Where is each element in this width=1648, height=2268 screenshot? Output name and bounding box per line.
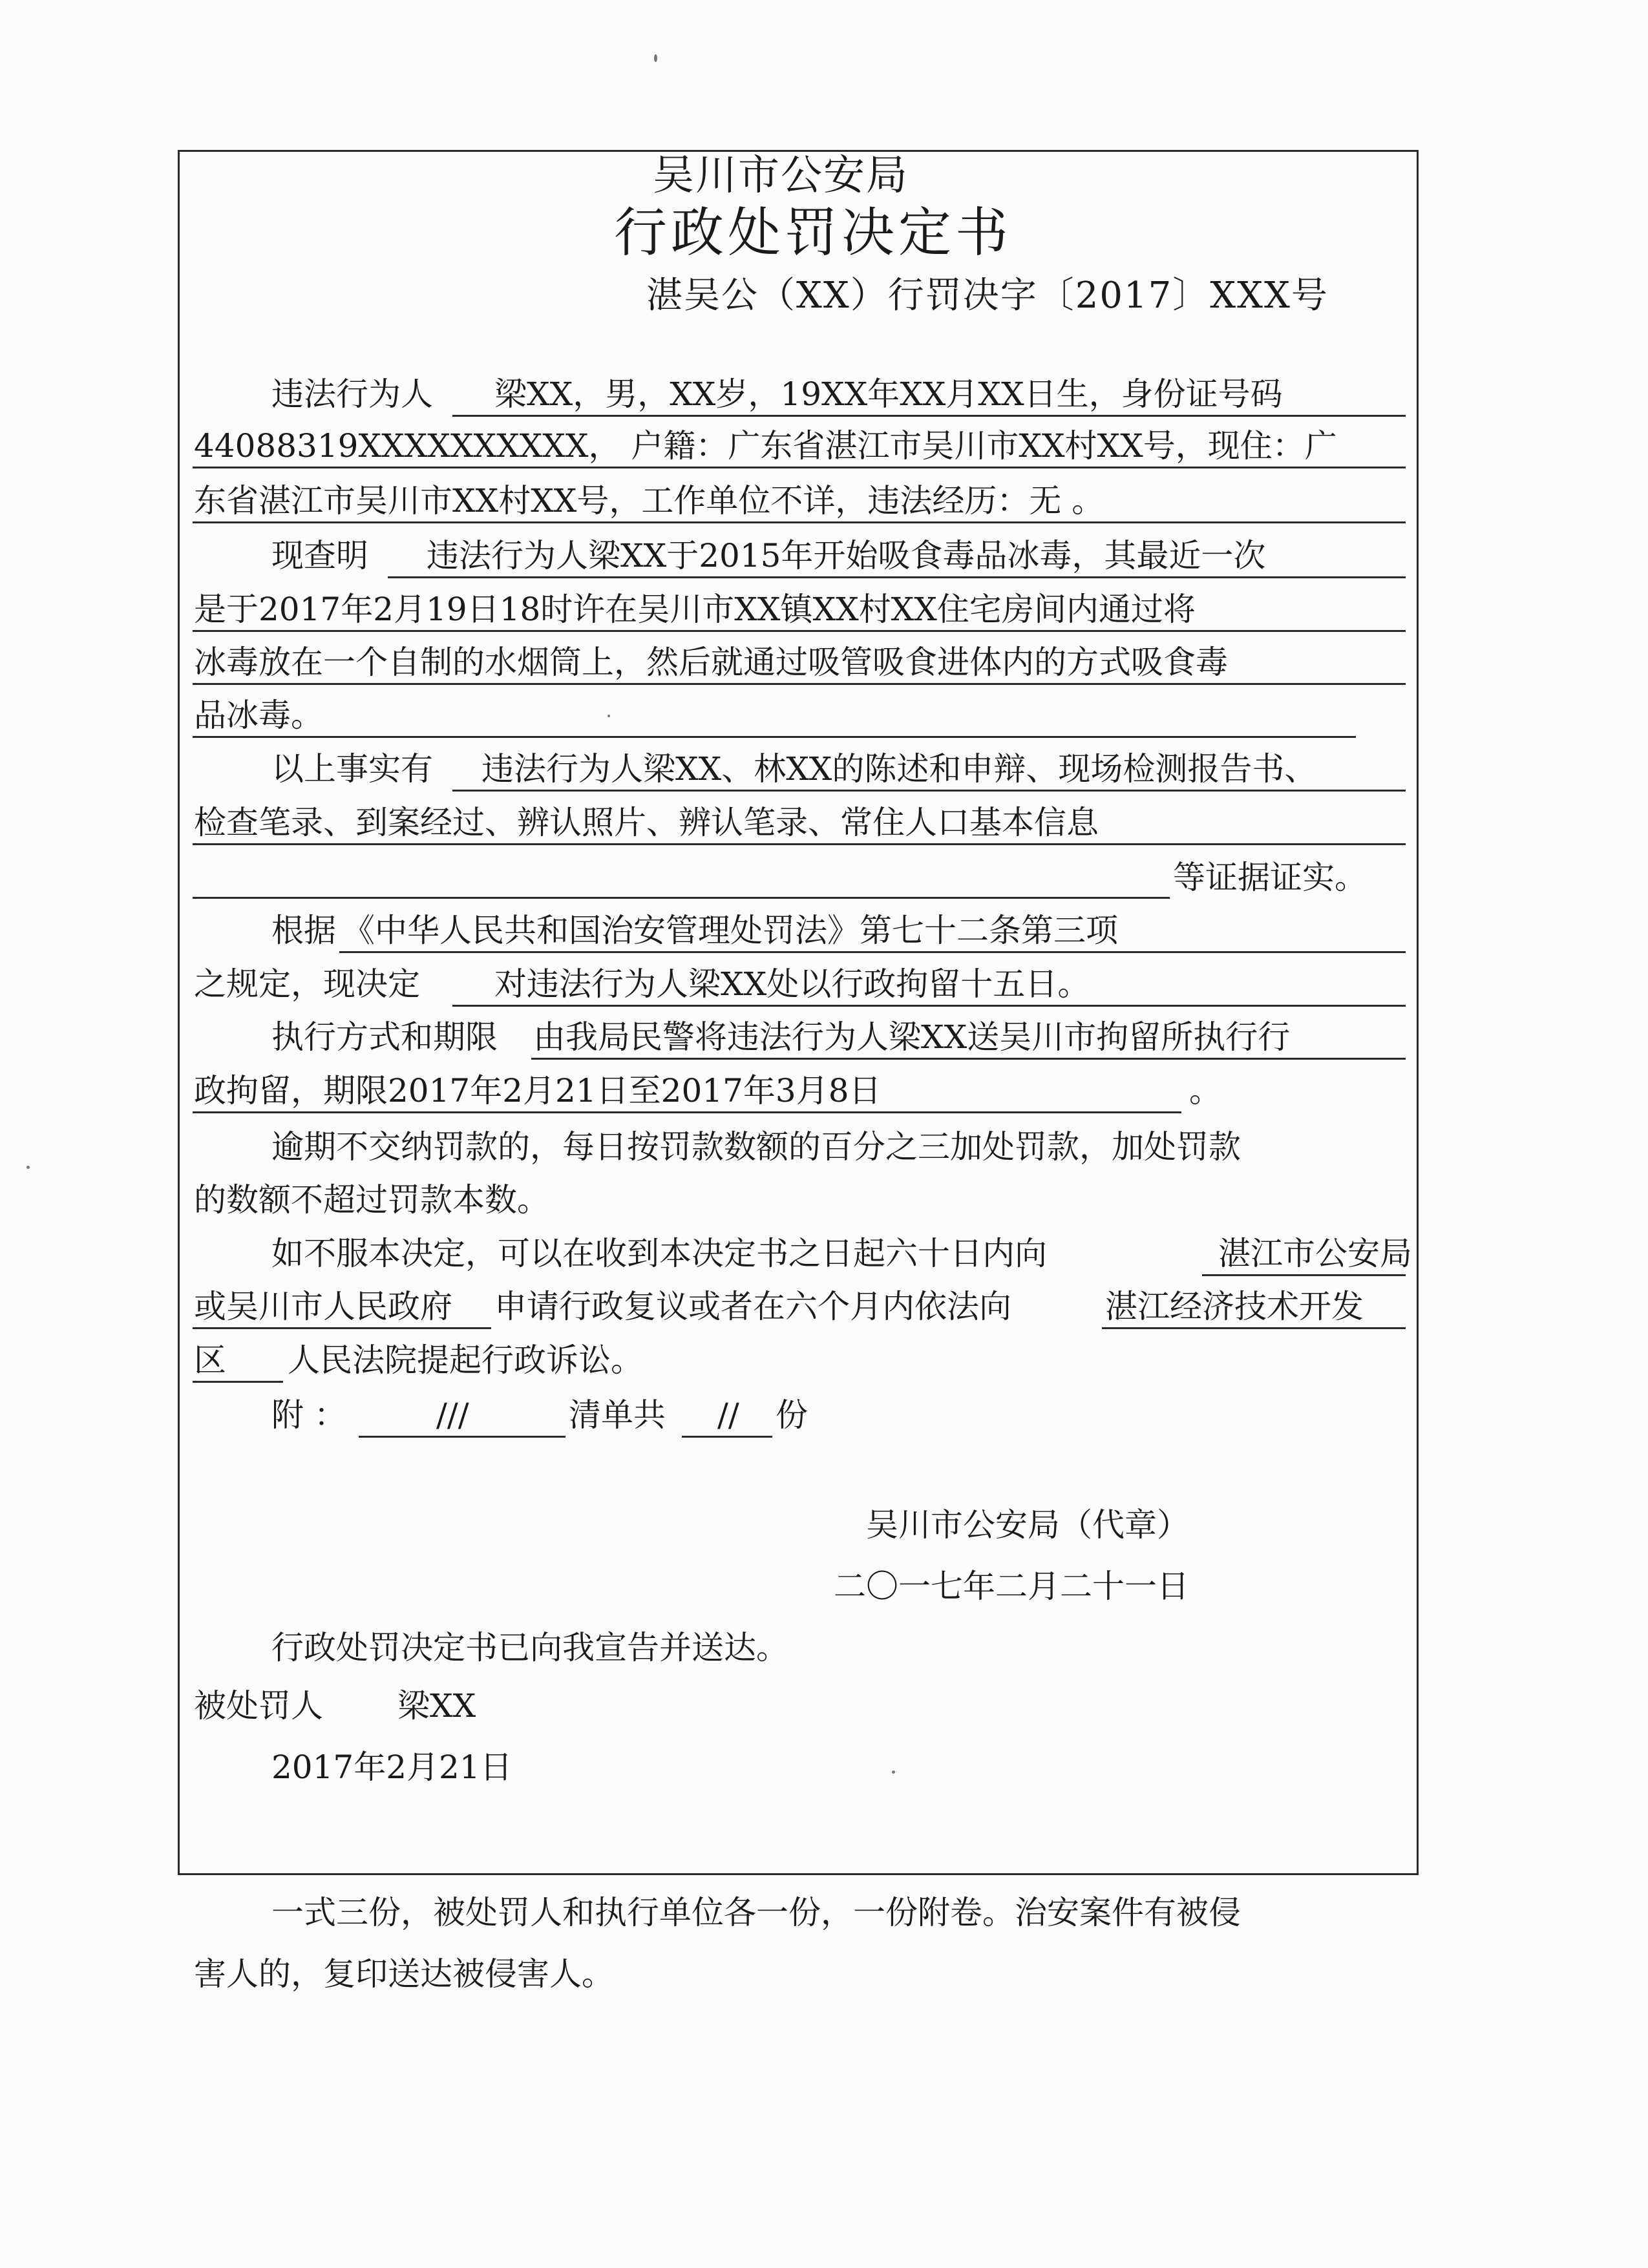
appeal-underline-3 xyxy=(1102,1327,1406,1329)
attachment-label: 附 ： xyxy=(271,1396,346,1434)
facts-line-4: 品冰毒。 xyxy=(194,697,323,734)
offender-line-1: 梁XX，男，XX岁，19XX年XX月XX日生，身份证号码 xyxy=(494,375,1283,413)
document-title: 行政处罚决定书 xyxy=(614,202,1013,264)
basis-underline-1 xyxy=(339,951,1406,953)
appeal-authority-2: 或吴川市人民政府 xyxy=(194,1288,452,1325)
execution-end: 。 xyxy=(1189,1072,1221,1109)
evidence-underline-3 xyxy=(193,897,1170,899)
issuer-seal: 吴川市公安局（代章） xyxy=(866,1506,1189,1544)
evidence-line-2: 检查笔录、到案经过、辨认照片、辨认笔录、常住人口基本信息 xyxy=(194,804,1099,841)
execution-line-1: 由我局民警将违法行为人梁XX送吴川市拘留所执行行 xyxy=(533,1018,1291,1056)
facts-line-3: 冰毒放在一个自制的水烟筒上，然后就通过吸管吸食进体内的方式吸食毒 xyxy=(194,644,1228,681)
facts-underline-1 xyxy=(388,576,1406,578)
document-number: 湛吴公（XX）行罚决字〔2017〕XXX号 xyxy=(646,275,1329,317)
evidence-label: 以上事实有 xyxy=(271,750,433,788)
facts-underline-4 xyxy=(193,736,1356,738)
receipt-person-label: 被处罚人 xyxy=(194,1687,323,1725)
appeal-court-2: 区 xyxy=(194,1341,226,1379)
execution-underline-2 xyxy=(193,1111,1181,1113)
facts-underline-2 xyxy=(193,630,1406,632)
appeal-underline-4 xyxy=(193,1381,283,1383)
facts-label: 现查明 xyxy=(271,537,368,574)
offender-line-2: 44088319XXXXXXXXXX， 户籍：广东省湛江市吴川市XX村XX号，现住：广 xyxy=(194,427,1337,465)
execution-label: 执行方式和期限 xyxy=(271,1018,498,1056)
evidence-underline-2 xyxy=(193,843,1406,845)
issuing-agency: 吴川市公安局 xyxy=(653,152,909,200)
receipt-date: 2017年2月21日 xyxy=(271,1748,512,1786)
receipt-statement: 行政处罚决定书已向我宣告并送达。 xyxy=(271,1629,788,1666)
offender-underline-3 xyxy=(193,521,1406,523)
decision-text: 对违法行为人梁XX处以行政拘留十五日。 xyxy=(494,965,1090,1003)
execution-underline-1 xyxy=(531,1058,1406,1060)
attachment-underline-1 xyxy=(359,1436,565,1438)
appeal-authority-1: 湛江市公安局 xyxy=(1218,1235,1412,1272)
scan-speck xyxy=(892,1770,895,1774)
appeal-underline-1 xyxy=(1202,1274,1406,1276)
overdue-line-2: 的数额不超过罚款本数。 xyxy=(194,1181,549,1219)
attachment-value: /// xyxy=(436,1396,469,1434)
scan-speck xyxy=(607,715,610,717)
evidence-underline-1 xyxy=(452,790,1406,792)
evidence-line-1: 违法行为人梁XX、林XX的陈述和申辩、现场检测报告书、 xyxy=(481,750,1317,788)
basis-law: 《中华人民共和国治安管理处罚法》第七十二条第三项 xyxy=(343,912,1118,949)
attachment-middle: 清单共 xyxy=(569,1396,666,1434)
overdue-line-1: 逾期不交纳罚款的，每日按罚款数额的百分之三加处罚款，加处罚款 xyxy=(271,1128,1241,1166)
offender-label: 违法行为人 xyxy=(271,375,433,413)
basis-label: 根据 xyxy=(271,912,336,949)
appeal-middle: 申请行政复议或者在六个月内依法向 xyxy=(494,1288,1011,1325)
appeal-underline-2 xyxy=(193,1327,491,1329)
footnote-line-1: 一式三份，被处罚人和执行单位各一份，一份附卷。治安案件有被侵 xyxy=(271,1894,1241,1931)
appeal-intro: 如不服本决定，可以在收到本决定书之日起六十日内向 xyxy=(271,1235,1047,1272)
scan-speck xyxy=(654,54,657,62)
decision-underline xyxy=(452,1005,1406,1007)
appeal-court-1: 湛江经济技术开发 xyxy=(1105,1288,1364,1325)
facts-line-2: 是于2017年2月19日18时许在吴川市XX镇XX村XX住宅房间内通过将 xyxy=(194,591,1196,628)
offender-line-3: 东省湛江市吴川市XX村XX号，工作单位不详，违法经历：无 。 xyxy=(194,482,1104,520)
attachment-unit: 份 xyxy=(776,1396,808,1434)
appeal-closing: 人民法院提起行政诉讼。 xyxy=(288,1341,643,1379)
footnote-line-2: 害人的，复印送达被侵害人。 xyxy=(194,1955,614,1993)
facts-line-1: 违法行为人梁XX于2015年开始吸食毒品冰毒，其最近一次 xyxy=(427,537,1266,574)
attachment-count: // xyxy=(717,1396,739,1434)
offender-underline-1 xyxy=(452,415,1406,417)
execution-line-2: 政拘留，期限2017年2月21日至2017年3月8日 xyxy=(194,1072,882,1109)
attachment-underline-2 xyxy=(682,1436,772,1438)
decision-label: 之规定，现决定 xyxy=(194,965,420,1003)
facts-underline-3 xyxy=(193,683,1406,685)
evidence-suffix: 等证据证实。 xyxy=(1173,859,1367,896)
offender-underline-2 xyxy=(193,467,1406,468)
receipt-person-name: 梁XX xyxy=(397,1687,476,1725)
scan-speck xyxy=(26,1166,30,1169)
issue-date: 二〇一七年二月二十一日 xyxy=(834,1568,1189,1605)
